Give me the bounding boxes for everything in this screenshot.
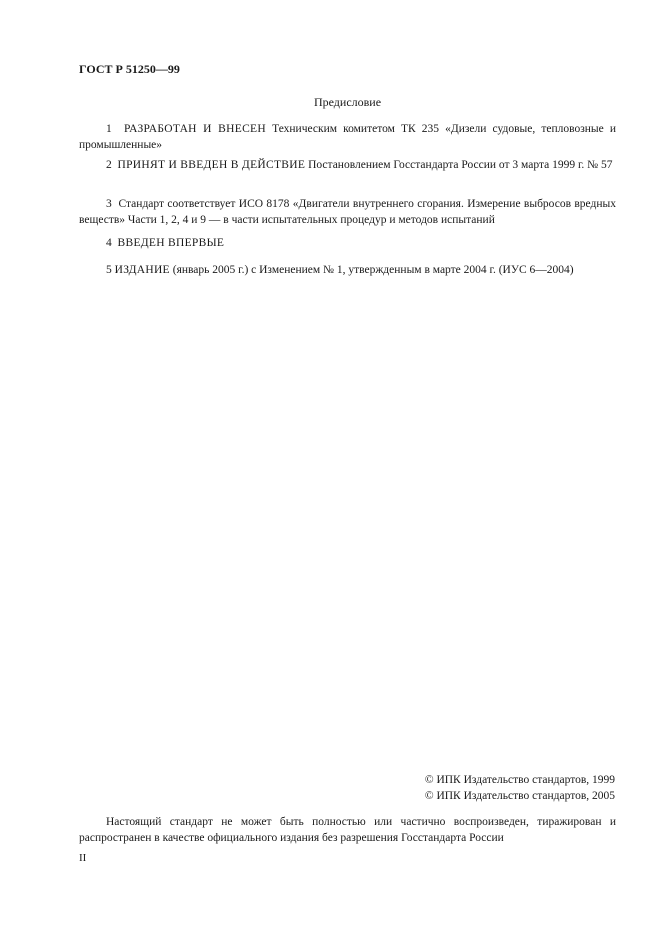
item-number: 5	[106, 264, 112, 276]
item-5	[79, 262, 616, 278]
item-caps: ИЗДАНИЕ	[114, 264, 170, 276]
item-4	[79, 235, 616, 251]
item-caps: ПРИНЯТ И ВВЕДЕН В ДЕЙСТВИЕ	[117, 159, 306, 171]
item-number: 4	[106, 237, 112, 249]
item-caps: РАЗРАБОТАН И ВНЕСЕН	[123, 123, 266, 135]
reproduction-notice: Настоящий стандарт не может быть полностью или частично воспроизведен, тиражирован и распространен в качестве официального издания без разрешения Госстандарта России	[79, 816, 616, 844]
item-number: 1	[106, 123, 112, 135]
item-text: Постановлением Госстандарта России от 3 марта 1999 г. № 57	[305, 159, 613, 171]
copyright-1999: © ИПК Издательство стандартов, 1999	[424, 774, 615, 786]
document-code: ГОСТ Р 51250—99	[79, 62, 180, 76]
section-title: Предисловие	[313, 95, 382, 109]
item-number: 3	[106, 198, 112, 210]
item-text: Стандарт соответствует ИСО 8178 «Двигатели внутреннего сгорания. Измерение выбросов вредных веществ» Части 1, 2, 4 и 9 — в части испытательных процедур и методов испытаний	[79, 198, 616, 226]
item-text: Техническим комитетом ТК 235 «Дизели судовые, тепловозные и промышленные»	[79, 123, 616, 151]
item-caps: ВВЕДЕН ВПЕРВЫЕ	[117, 237, 225, 249]
item-2	[79, 157, 616, 173]
item-1	[79, 121, 616, 153]
item-text: (январь 2005 г.) с Изменением № 1, утвержденным в марте 2004 г. (ИУС 6—2004)	[169, 264, 574, 276]
item-3	[79, 196, 616, 228]
page-number: II	[79, 852, 87, 864]
item-number: 2	[106, 159, 112, 171]
copyright-2005: © ИПК Издательство стандартов, 2005	[424, 790, 615, 802]
